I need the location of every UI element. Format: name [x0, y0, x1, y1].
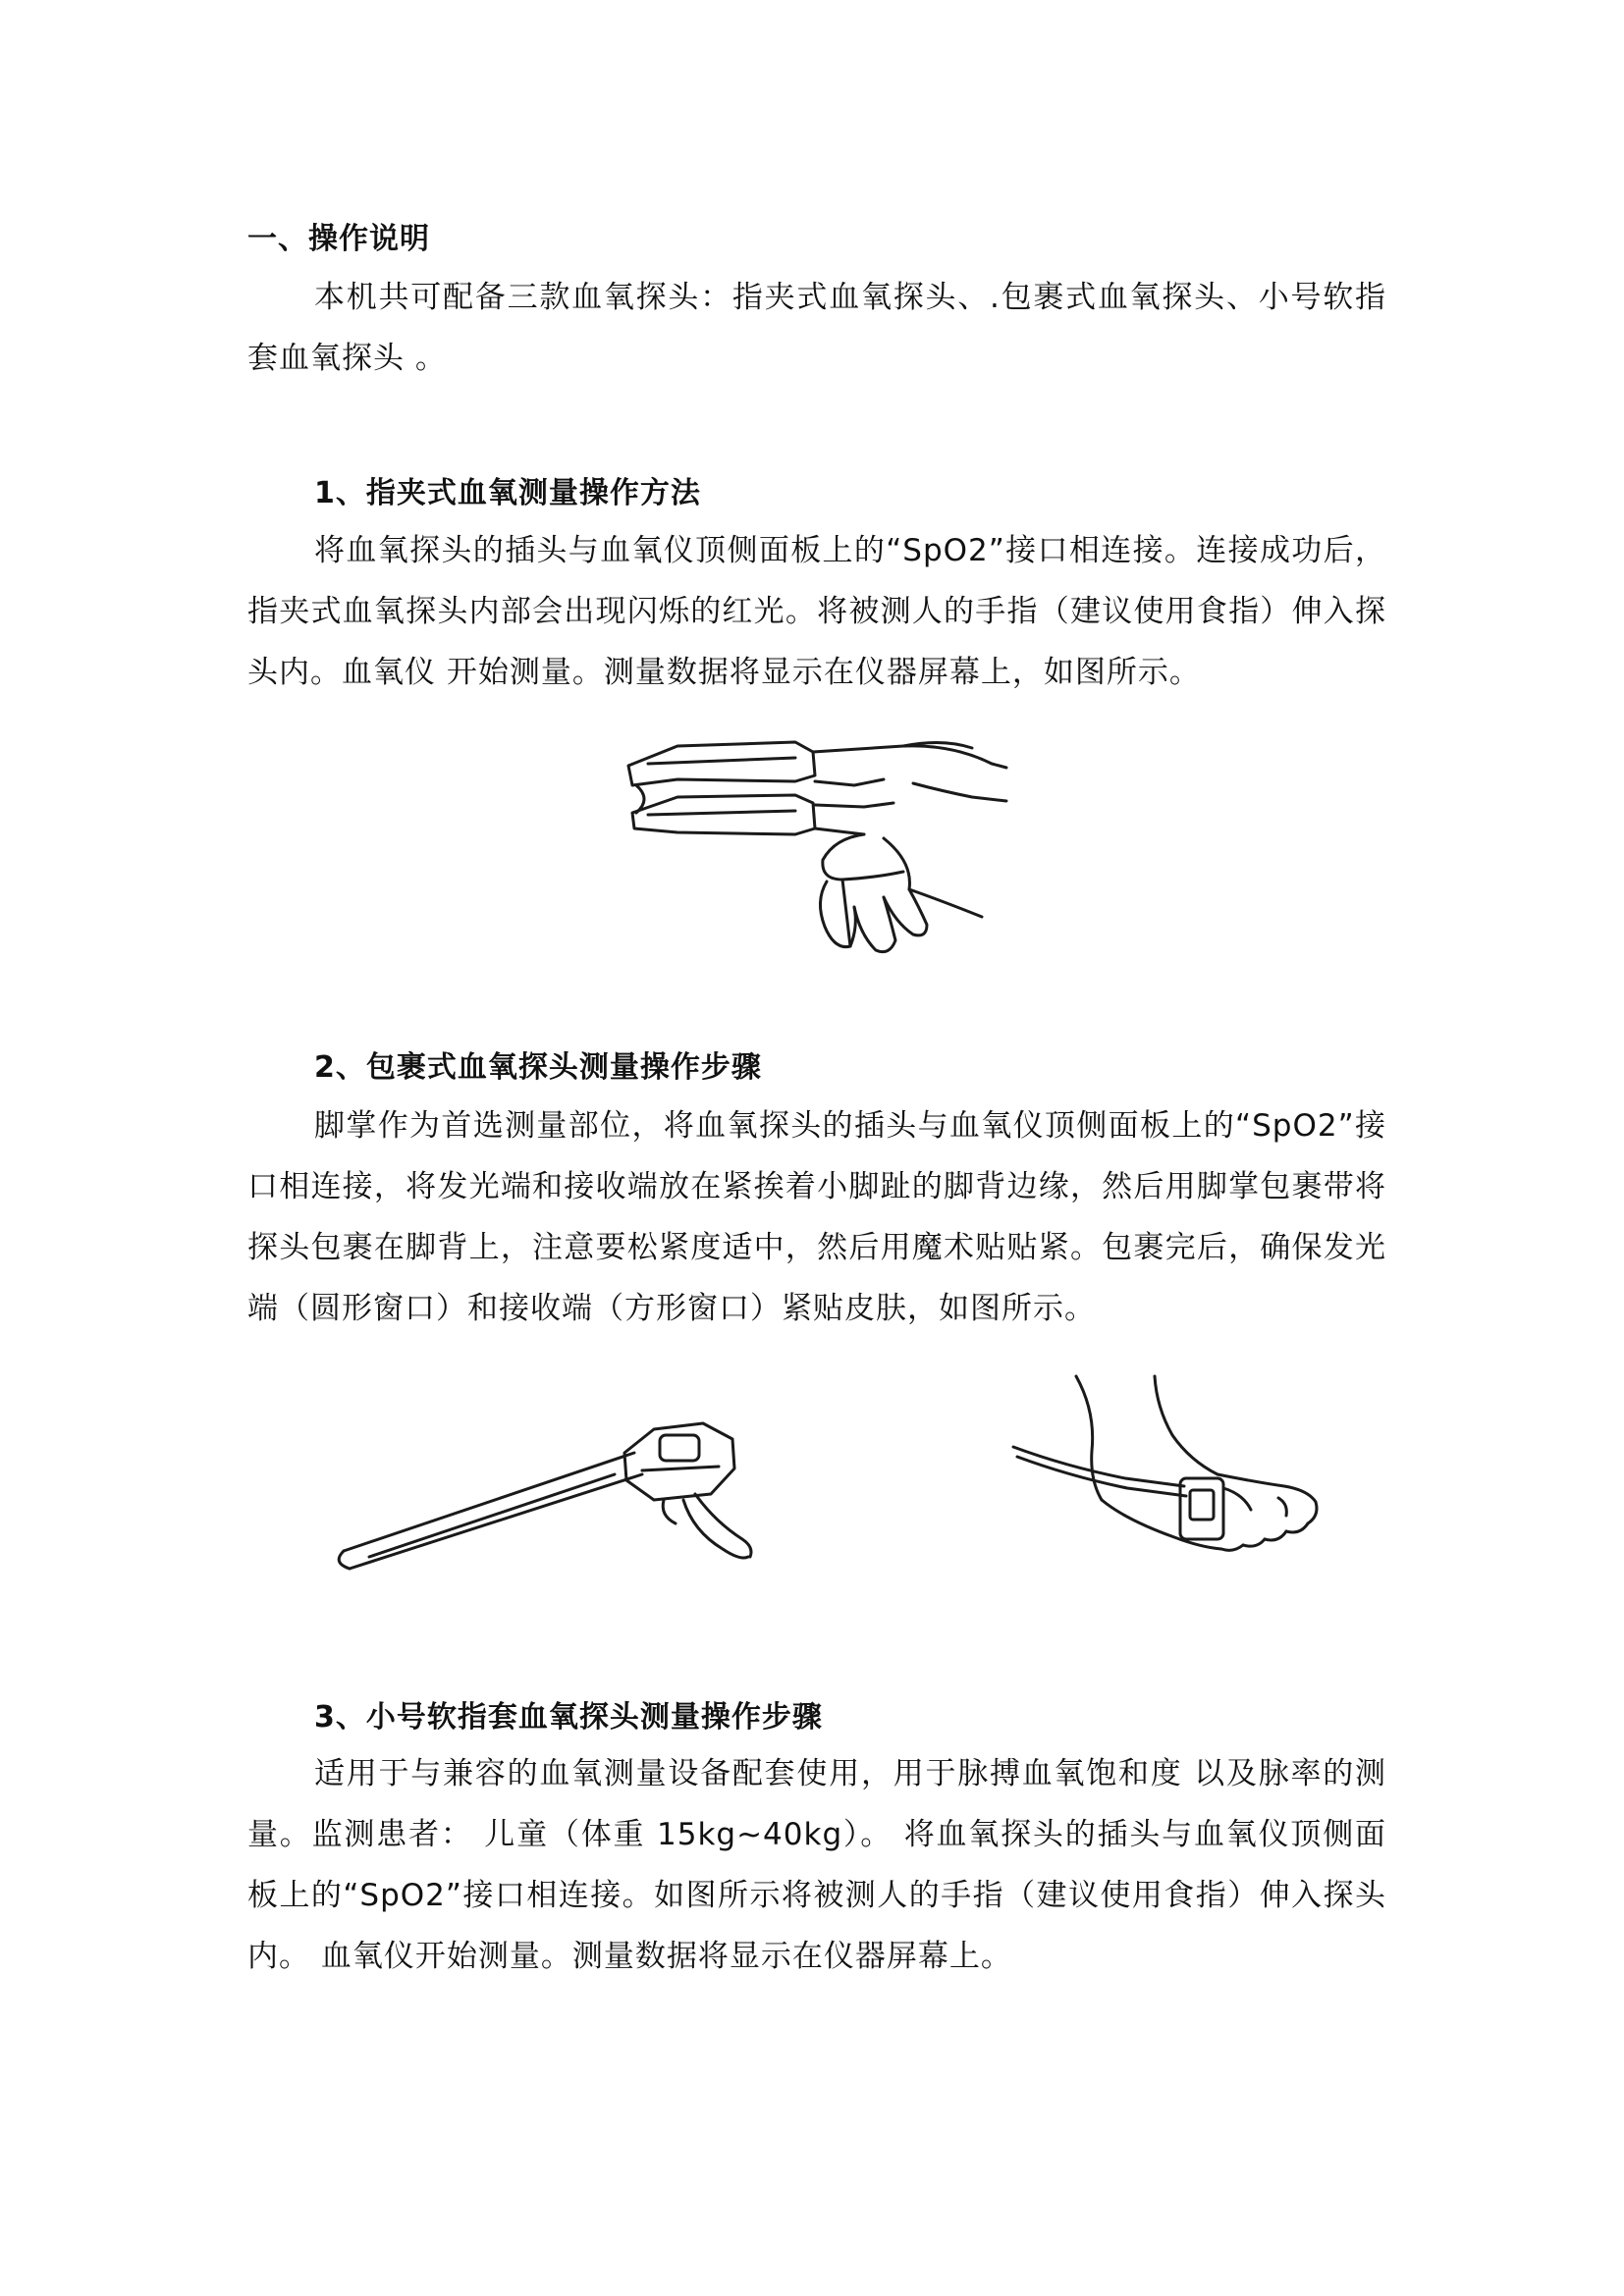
- finger-clip-paragraph: 将血氧探头的插头与血氧仪顶侧面板上的“SpO2”接口相连接。连接成功后，指夹式血氧探头内部会出现闪烁的红光。将被测人的手指（建议使用食指）伸入探头内。血氧仪 开始测量。测量数据将显示在仪器屏幕上，如图所示。: [247, 533, 1386, 690]
- wrap-probe-paragraph: 脚掌作为首选测量部位，将血氧探头的插头与血氧仪顶侧面板上的“SpO2”接口相连接，将发光端和接收端放在紧挨着小脚趾的脚背边缘，然后用脚掌包裹带将探头包裹在脚背上，注意要松紧度适中，然后用魔术贴贴紧。包裹完后，确保发光端（圆形窗口）和接收端（方形窗口）紧贴皮肤，如图所示。: [247, 1108, 1386, 1326]
- subsection-heading-soft-finger-probe: 3、小号软指套血氧探头测量操作步骤: [314, 1700, 823, 1735]
- soft-finger-probe-paragraph: 适用于与兼容的血氧测量设备配套使用，用于脉搏血氧饱和度 以及脉率的测 量。监测患者： 儿童（体重 15kg~40kg）。 将血氧探头的插头与血氧仪顶侧面板上的“SpO2”接口相连接。如图所示将被测人的手指（建议使用食指）伸入探头内。 血氧仪开始测量。测量数据将显示在仪器屏幕上。: [247, 1756, 1386, 1974]
- intro-paragraph: 本机共可配备三款血氧探头：指夹式血氧探头、.包裹式血氧探头、小号软指套血氧探头 。: [247, 280, 1386, 376]
- finger-clip-probe-illustration: [619, 724, 1011, 960]
- subsection-heading-finger-clip: 1、指夹式血氧测量操作方法: [314, 476, 701, 510]
- wrap-probe-on-foot-illustration: [1007, 1372, 1331, 1588]
- wrap-probe-strap-illustration: [330, 1384, 840, 1580]
- section-heading: 一、操作说明: [247, 222, 430, 256]
- subsection-heading-wrap-probe: 2、包裹式血氧探头测量操作步骤: [314, 1050, 762, 1085]
